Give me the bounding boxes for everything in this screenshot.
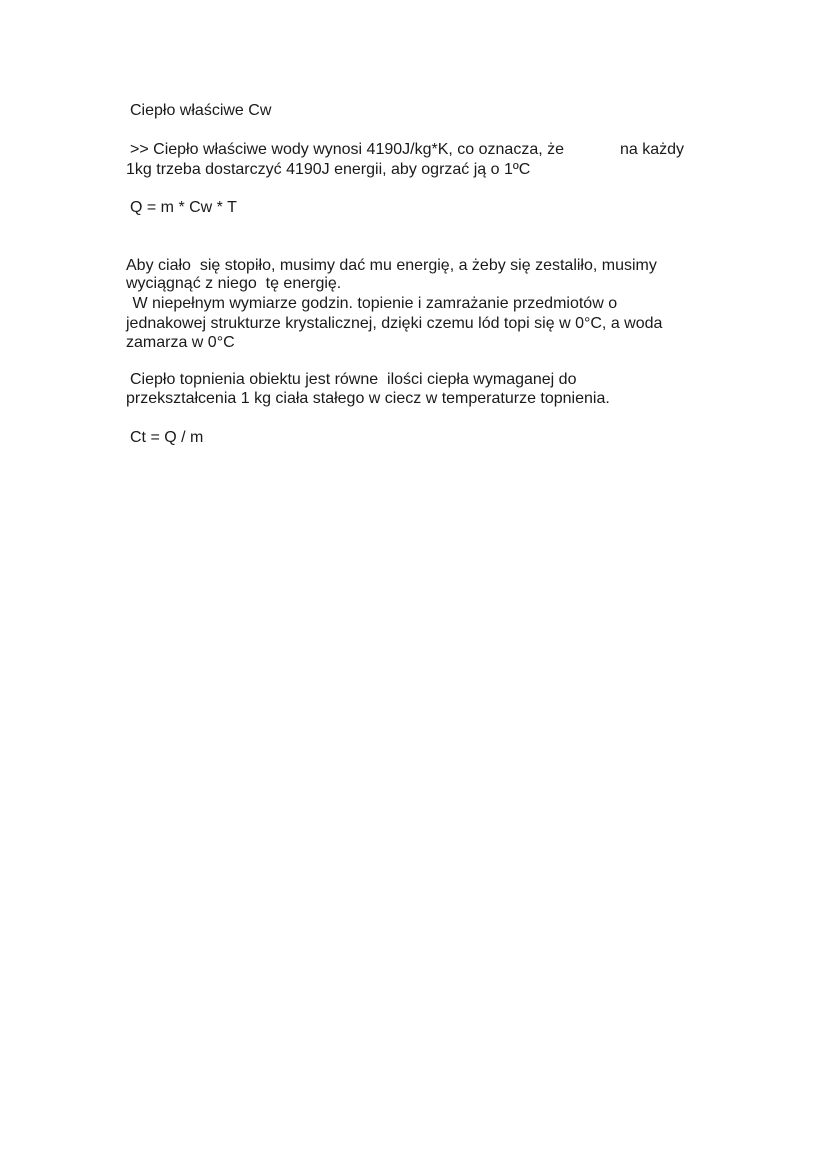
fusion-heat-text-line-1: Ciepło topnienia obiektu jest równe ilości ciepła wymaganej do — [130, 371, 577, 388]
specific-heat-text-line-2: 1kg trzeba dostarczyć 4190J energii, aby ogrzać ją o 1ºC — [126, 161, 531, 178]
melting-text-line-1: Aby ciało się stopiło, musimy dać mu energię, a żeby się zestaliło, musimy — [126, 257, 657, 274]
specific-heat-text-line-1-continued: na każdy — [620, 141, 685, 158]
heading-specific-heat: Ciepło właściwe Cw — [130, 102, 272, 119]
formula-fusion-heat: Ct = Q / m — [130, 429, 204, 446]
fusion-heat-text-line-2: przekształcenia 1 kg ciała stałego w ciecz w temperaturze topnienia. — [126, 390, 610, 407]
melting-text-line-3: W niepełnym wymiarze godzin. topienie i zamrażanie przedmiotów o — [128, 295, 618, 312]
formula-heat: Q = m * Cw * T — [130, 199, 237, 216]
specific-heat-text-line-1: >> Ciepło właściwe wody wynosi 4190J/kg*K, co oznacza, że — [130, 141, 564, 158]
melting-text-line-5: zamarza w 0°C — [126, 334, 235, 351]
melting-text-line-4: jednakowej strukturze krystalicznej, dzięki czemu lód topi się w 0°C, a woda — [126, 315, 663, 332]
melting-text-line-2: wyciągnąć z niego tę energię. — [126, 275, 342, 292]
